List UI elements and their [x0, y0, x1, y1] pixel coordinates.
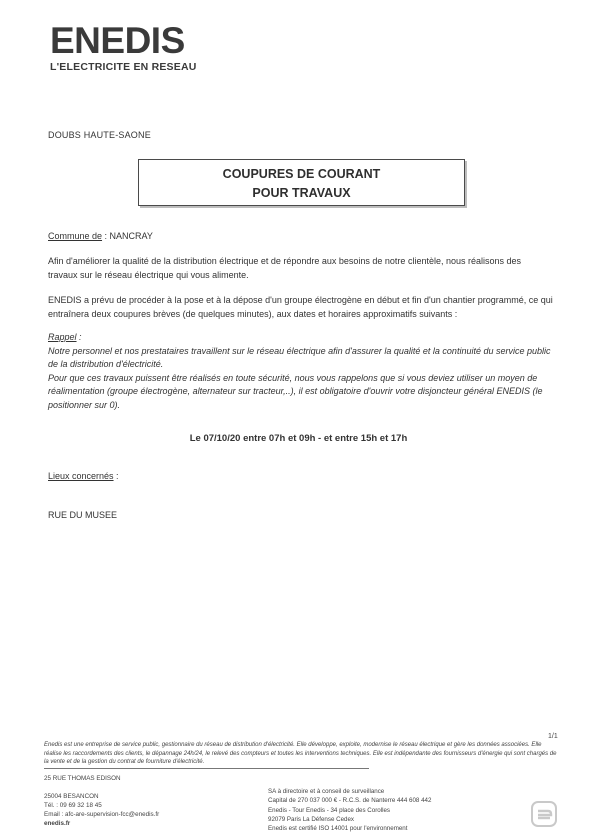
commune-label: Commune de	[48, 231, 103, 241]
street-name: RUE DU MUSEE	[48, 510, 118, 520]
footer-phone: Tél. : 09 69 32 18 45	[44, 802, 102, 809]
procedure-paragraph: ENEDIS a prévu de procéder à la pose et à la dépose d'un groupe électrogène en début et fin d'un chantier programmé, ce qui entraînera deux coupures brèves (de quelques minutes), aux dates et horaires approximatifs suivants :	[48, 295, 553, 319]
region-label: DOUBS HAUTE-SAONE	[48, 130, 151, 140]
logo-tagline: L'ELECTRICITE EN RESEAU	[50, 61, 197, 73]
outage-dates: Le 07/10/20 entre 07h et 09h - et entre 15h et 17h	[189, 433, 408, 444]
company-line-2: Capital de 270 037 000 € - R.C.S. de Nanterre 444 608 442	[268, 797, 432, 805]
rappel-block	[48, 331, 553, 412]
page-number: 1/1	[548, 733, 558, 740]
locations-heading	[48, 471, 119, 481]
footer-email[interactable]: Email : afc-are-supervision-fcc@enedis.fr	[44, 811, 160, 818]
commune-line	[48, 231, 153, 241]
footer-city: 25004 BESANCON	[44, 793, 99, 800]
rappel-text-1: Notre personnel et nos prestataires travaillent sur le réseau électrique afin d'assurer la qualité et la continuité du service public de la distribution d'électricité.	[48, 345, 551, 369]
company-line-3: Enedis - Tour Enedis - 34 place des Corolles	[268, 806, 390, 814]
footer-address: 25 RUE THOMAS EDISON	[44, 775, 121, 782]
title-line-2: POUR TRAVAUX	[252, 186, 351, 200]
footer-disclaimer: Enedis est une entreprise de service public, gestionnaire du réseau de distribution d'électricité. Elle développe, exploite, modernise le réseau électrique et gère les données associées. Elle réalise les raccordements des clients, le dépannage 24h/24, le relevé des compteurs et toutes les interventions techniques. Elle est indépendante des fournisseurs d'énergie qui sont chargés de la vente et de la gestion du contrat de fourniture d'électricité.	[44, 742, 557, 766]
commune-value: : NANCRAY	[104, 231, 153, 241]
notice-title-box	[138, 159, 465, 206]
company-line-5: Enedis est certifié ISO 14001 pour l'environnement	[268, 825, 408, 833]
locations-colon: :	[113, 471, 119, 481]
company-info	[268, 787, 431, 833]
enedis-logo: ENEDIS	[50, 20, 185, 61]
enedis-mark-icon	[531, 801, 557, 827]
rappel-label: Rappel	[48, 332, 77, 342]
title-line-1: COUPURES DE COURANT	[222, 167, 381, 181]
footer-divider	[44, 768, 369, 769]
company-line-1: SA à directoire et à conseil de surveillance	[268, 788, 385, 795]
rappel-colon: :	[76, 332, 82, 342]
locations-label: Lieux concernés	[48, 471, 114, 481]
footer-website[interactable]: enedis.fr	[44, 820, 71, 827]
intro-paragraph: Afin d'améliorer la qualité de la distribution électrique et de répondre aux besoins de notre clientèle, nous réalisons des travaux sur le réseau électrique qui vous alimente.	[48, 256, 522, 280]
company-line-4: 92079 Paris La Défense Cedex	[268, 815, 354, 823]
rappel-heading	[48, 331, 553, 345]
rappel-text-2: Pour que ces travaux puissent être réalisés en toute sécurité, nous vous rappelons que si vous deviez utiliser un moyen de réalimentation (groupe électrogène, alternateur sur tracteur,..), il est obligatoire d'ouvrir votre disjoncteur général ENEDIS (le positionner sur 0).	[48, 372, 543, 410]
